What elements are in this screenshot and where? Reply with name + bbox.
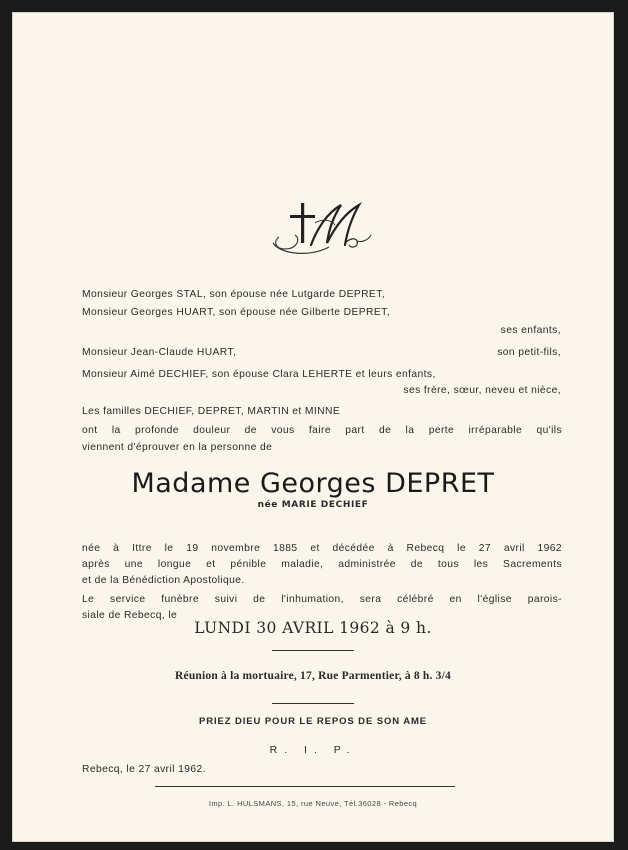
rip-line: R. I. P. bbox=[269, 744, 357, 756]
divider bbox=[155, 786, 455, 787]
family-line: ses enfants, bbox=[500, 325, 561, 336]
cross-monogram-icon bbox=[271, 199, 381, 261]
service-date: LUNDI 30 AVRIL 1962 à 9 h. bbox=[194, 619, 432, 637]
detail-line: après une longue et pénible maladie, administrée de tous les Sacrements bbox=[82, 559, 562, 570]
detail-line: Le service funèbre suivi de l'inhumation, sera célébré en l'église parois- bbox=[82, 594, 562, 605]
family-line: Monsieur Georges HUART, son épouse née Gilberte DEPRET, bbox=[82, 307, 390, 318]
place-date: Rebecq, le 27 avril 1962. bbox=[82, 764, 206, 775]
prayer-line: PRIEZ DIEU POUR LE REPOS DE SON AME bbox=[198, 716, 428, 727]
death-notice-card bbox=[12, 12, 614, 842]
divider bbox=[272, 650, 354, 651]
family-line: viennent d'éprouver en la personne de bbox=[82, 442, 273, 453]
detail-line: née à Ittre le 19 novembre 1885 et décédée à Rebecq le 27 avril 1962 bbox=[82, 543, 562, 554]
family-line: Monsieur Aimé DECHIEF, son épouse Clara LEHERTE et leurs enfants, bbox=[82, 369, 436, 380]
divider bbox=[272, 703, 354, 704]
family-line: Monsieur Jean-Claude HUART, bbox=[82, 347, 237, 358]
reunion-notice: Réunion à la mortuaire, 17, Rue Parmentier, à 8 h. 3/4 bbox=[175, 670, 451, 682]
deceased-name: Madame Georges DEPRET bbox=[131, 468, 495, 499]
printer-credit: Imp. L. HULSMANS, 15, rue Neuve, Tél.36028 - Rebecq bbox=[208, 799, 418, 808]
family-line: son petit-fils, bbox=[497, 347, 561, 358]
family-line: ont la profonde douleur de vous faire part de la perte irréparable qu'ils bbox=[82, 425, 562, 436]
maiden-name: née MARIE DECHIEF bbox=[257, 500, 369, 510]
detail-line: et de la Bénédiction Apostolique. bbox=[82, 575, 245, 586]
family-line: ses frère, sœur, neveu et nièce, bbox=[403, 385, 561, 396]
family-line: Monsieur Georges STAL, son épouse née Lutgarde DEPRET, bbox=[82, 289, 386, 300]
detail-line: siale de Rebecq, le bbox=[82, 610, 178, 621]
family-line: Les familles DECHIEF, DEPRET, MARTIN et MINNE bbox=[82, 406, 341, 417]
